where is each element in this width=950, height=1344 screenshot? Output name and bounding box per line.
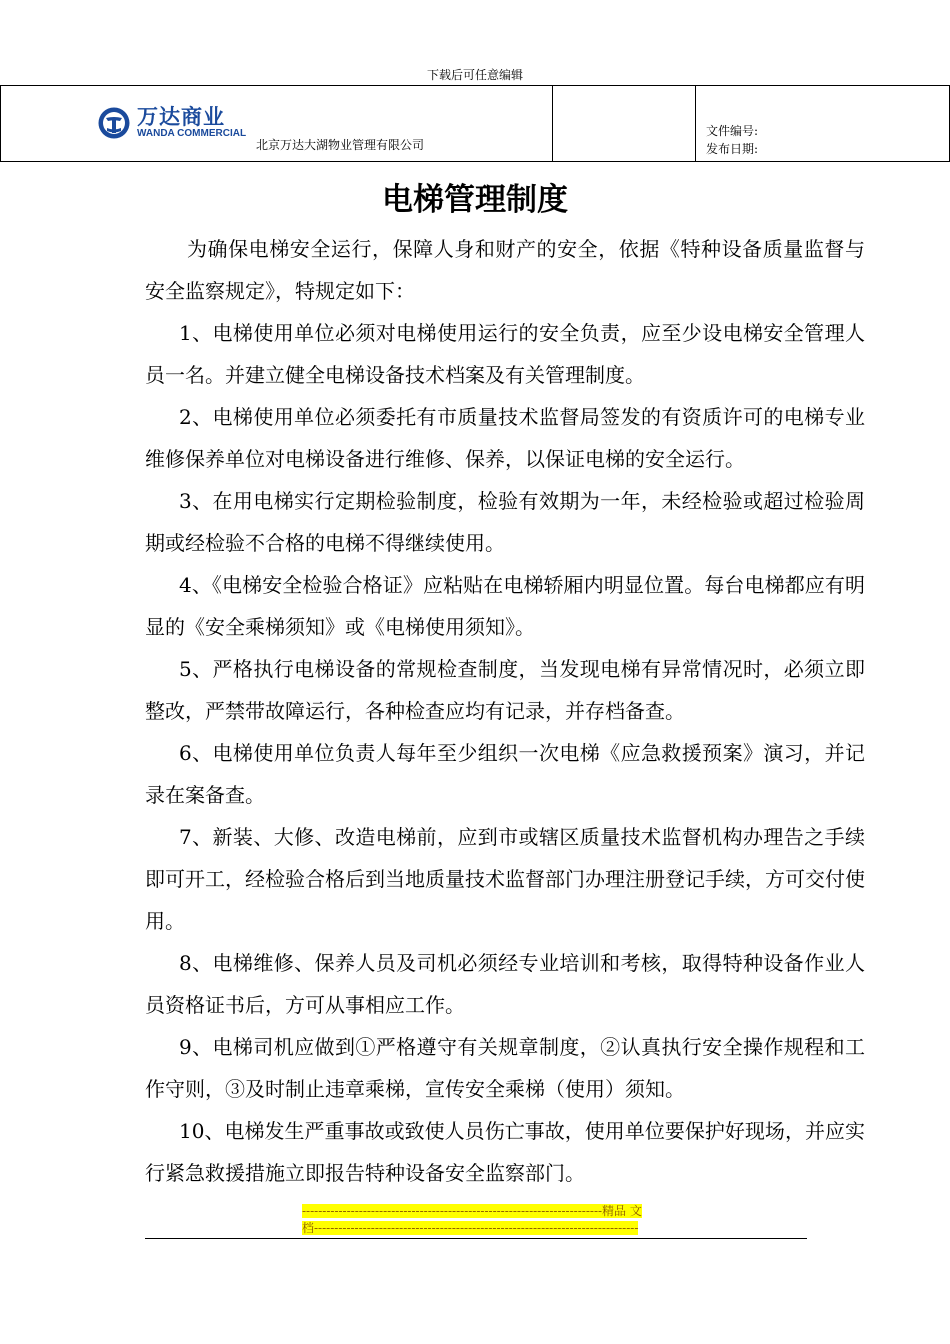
logo-text-en: WANDA COMMERCIAL (137, 128, 247, 139)
rule-item: 5、严格执行电梯设备的常规检查制度，当发现电梯有异常情况时，必须立即整改，严禁带故障运行，各种检查应均有记录，并存档备查。 (145, 657, 865, 723)
document-body (145, 228, 865, 1194)
rule-item: 8、电梯维修、保养人员及司机必须经专业培训和考核，取得特种设备作业人员资格证书后，方可从事相应工作。 (145, 951, 865, 1017)
footer-watermark (302, 1203, 648, 1237)
rule-item: 6、电梯使用单位负责人每年至少组织一次电梯《应急救援预案》演习，并记录在案备查。 (145, 741, 865, 807)
file-number-label: 文件编号: (706, 124, 759, 138)
rule-item: 10、电梯发生严重事故或致使人员伤亡事故，使用单位要保护好现场，并应实行紧急救援措施立即报告特种设备安全监察部门。 (145, 1119, 865, 1185)
header-empty-cell (553, 86, 696, 161)
logo-text-cn: 万达商业 (137, 105, 225, 129)
footer-line-1: --------------------------------------------------------------------------精品 文 (302, 1204, 642, 1218)
document-title: 电梯管理制度 (382, 182, 568, 218)
rule-item: 1、电梯使用单位必须对电梯使用运行的安全负责，应至少设电梯安全管理人员一名。并建立健全电梯设备技术档案及有关管理制度。 (145, 321, 865, 387)
wanda-logo-icon (97, 106, 131, 140)
intro-paragraph: 为确保电梯安全运行，保障人身和财产的安全，依据《特种设备质量监督与安全监察规定》，特规定如下： (145, 237, 865, 303)
rule-item: 2、电梯使用单位必须委托有市质量技术监督局签发的有资质许可的电梯专业维修保养单位对电梯设备进行维修、保养，以保证电梯的安全运行。 (145, 405, 865, 471)
company-name: 北京万达大湖物业管理有限公司 (256, 138, 425, 152)
footer-rule (145, 1238, 807, 1239)
rule-item: 3、在用电梯实行定期检验制度，检验有效期为一年，未经检验或超过检验周期或经检验不合格的电梯不得继续使用。 (145, 489, 865, 555)
header-table (0, 85, 950, 162)
rule-item: 7、新装、大修、改造电梯前，应到市或辖区质量技术监督机构办理告之手续即可开工，经检验合格后到当地质量技术监督部门办理注册登记手续，方可交付使用。 (145, 825, 865, 933)
top-note: 下载后可任意编辑 (426, 68, 523, 82)
footer-line-2: 档-------------------------------------------------------------------------------- (302, 1221, 639, 1235)
wanda-logo (97, 106, 246, 140)
rule-item: 9、电梯司机应做到①严格遵守有关规章制度，②认真执行安全操作规程和工作守则，③及时制止违章乘梯，宣传安全乘梯（使用）须知。 (145, 1035, 865, 1101)
header-file-cell (696, 86, 949, 161)
release-date-label: 发布日期: (706, 142, 759, 156)
rule-item: 4、《电梯安全检验合格证》应粘贴在电梯轿厢内明显位置。每台电梯都应有明显的《安全乘梯须知》或《电梯使用须知》。 (145, 573, 865, 639)
header-logo-cell (1, 86, 553, 161)
